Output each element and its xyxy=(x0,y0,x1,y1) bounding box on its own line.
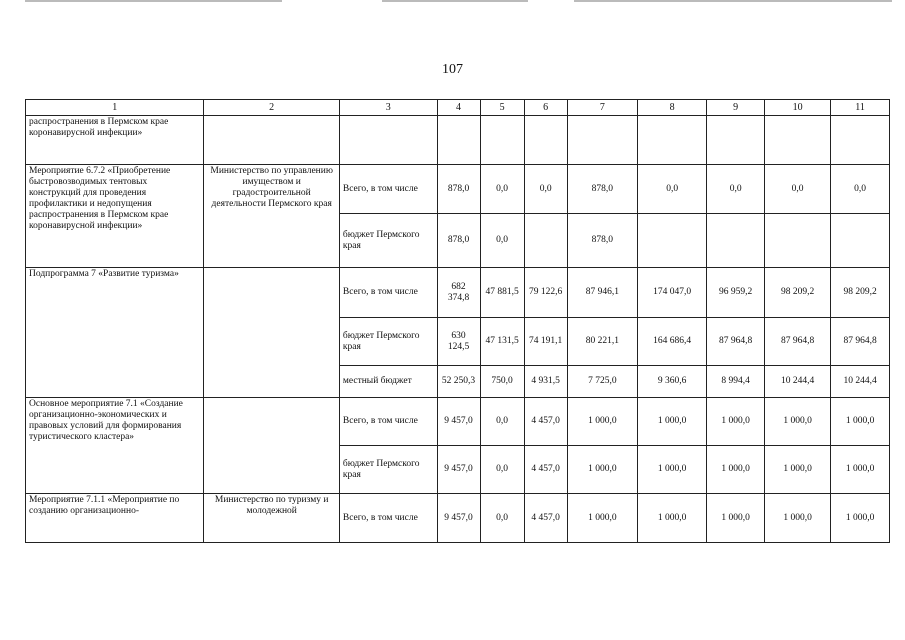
value-cell: 1 000,0 xyxy=(831,494,890,543)
value-cell xyxy=(831,116,890,165)
value-cell: 0,0 xyxy=(480,165,524,214)
funding-source-cell: Всего, в том числе xyxy=(339,494,437,543)
value-cell: 7 725,0 xyxy=(567,366,637,398)
value-cell: 878,0 xyxy=(437,214,480,268)
header-cell: 6 xyxy=(524,100,567,116)
value-cell: 87 964,8 xyxy=(707,318,765,366)
header-cell: 4 xyxy=(437,100,480,116)
value-cell: 0,0 xyxy=(480,494,524,543)
executor-cell xyxy=(204,116,339,165)
value-cell: 4 457,0 xyxy=(524,446,567,494)
value-cell: 682 374,8 xyxy=(437,268,480,318)
header-cell: 2 xyxy=(204,100,339,116)
value-cell: 4 931,5 xyxy=(524,366,567,398)
executor-cell xyxy=(204,268,339,398)
value-cell: 1 000,0 xyxy=(765,398,831,446)
value-cell xyxy=(524,214,567,268)
value-cell: 98 209,2 xyxy=(765,268,831,318)
value-cell: 9 457,0 xyxy=(437,446,480,494)
event-name-cell: Основное мероприятие 7.1 «Создание организационно-экономических и правовых условий для формирования туристического кластера» xyxy=(26,398,204,494)
executor-cell: Министерство по управлению имуществом и градостроительной деятельности Пермского края xyxy=(204,165,339,268)
value-cell: 630 124,5 xyxy=(437,318,480,366)
value-cell: 0,0 xyxy=(480,398,524,446)
value-cell: 750,0 xyxy=(480,366,524,398)
value-cell: 10 244,4 xyxy=(831,366,890,398)
value-cell: 1 000,0 xyxy=(567,494,637,543)
value-cell: 1 000,0 xyxy=(637,398,706,446)
funding-source-cell: Всего, в том числе xyxy=(339,398,437,446)
value-cell: 878,0 xyxy=(437,165,480,214)
value-cell: 4 457,0 xyxy=(524,494,567,543)
value-cell: 1 000,0 xyxy=(707,494,765,543)
value-cell: 1 000,0 xyxy=(765,446,831,494)
value-cell: 1 000,0 xyxy=(637,494,706,543)
event-name-cell: Подпрограмма 7 «Развитие туризма» xyxy=(26,268,204,398)
value-cell: 9 457,0 xyxy=(437,494,480,543)
value-cell: 0,0 xyxy=(524,165,567,214)
value-cell xyxy=(637,116,706,165)
funding-source-cell: Всего, в том числе xyxy=(339,268,437,318)
top-rule-left xyxy=(25,0,282,2)
header-cell: 1 xyxy=(26,100,204,116)
value-cell xyxy=(480,116,524,165)
budget-table xyxy=(25,99,890,543)
value-cell: 87 964,8 xyxy=(831,318,890,366)
value-cell xyxy=(707,116,765,165)
funding-source-cell: местный бюджет xyxy=(339,366,437,398)
value-cell: 878,0 xyxy=(567,214,637,268)
value-cell: 174 047,0 xyxy=(637,268,706,318)
value-cell: 0,0 xyxy=(480,214,524,268)
value-cell xyxy=(524,116,567,165)
funding-source-cell xyxy=(339,116,437,165)
value-cell: 47 131,5 xyxy=(480,318,524,366)
header-cell: 3 xyxy=(339,100,437,116)
value-cell: 87 964,8 xyxy=(765,318,831,366)
top-rule-right xyxy=(574,0,892,2)
executor-cell xyxy=(204,398,339,494)
value-cell: 9 457,0 xyxy=(437,398,480,446)
value-cell: 0,0 xyxy=(707,165,765,214)
header-cell: 7 xyxy=(567,100,637,116)
value-cell: 87 946,1 xyxy=(567,268,637,318)
value-cell: 10 244,4 xyxy=(765,366,831,398)
value-cell: 1 000,0 xyxy=(567,398,637,446)
value-cell: 47 881,5 xyxy=(480,268,524,318)
value-cell xyxy=(707,214,765,268)
header-cell: 11 xyxy=(831,100,890,116)
header-row xyxy=(26,100,890,116)
funding-source-cell: бюджет Пермского края xyxy=(339,214,437,268)
header-cell: 9 xyxy=(707,100,765,116)
value-cell xyxy=(567,116,637,165)
value-cell: 1 000,0 xyxy=(567,446,637,494)
value-cell: 0,0 xyxy=(480,446,524,494)
value-cell: 74 191,1 xyxy=(524,318,567,366)
value-cell: 0,0 xyxy=(831,165,890,214)
value-cell: 1 000,0 xyxy=(831,398,890,446)
value-cell: 1 000,0 xyxy=(831,446,890,494)
value-cell: 52 250,3 xyxy=(437,366,480,398)
top-rule-middle xyxy=(382,0,528,2)
table-row xyxy=(26,494,890,543)
value-cell: 1 000,0 xyxy=(765,494,831,543)
table-row xyxy=(26,398,890,446)
table-row xyxy=(26,165,890,214)
value-cell: 164 686,4 xyxy=(637,318,706,366)
header-cell: 5 xyxy=(480,100,524,116)
value-cell: 0,0 xyxy=(637,165,706,214)
value-cell: 9 360,6 xyxy=(637,366,706,398)
table-row xyxy=(26,268,890,318)
table-row xyxy=(26,116,890,165)
value-cell: 96 959,2 xyxy=(707,268,765,318)
value-cell: 878,0 xyxy=(567,165,637,214)
event-name-cell: Мероприятие 7.1.1 «Мероприятие по созданию организационно- xyxy=(26,494,204,543)
executor-cell: Министерство по туризму и молодежной xyxy=(204,494,339,543)
value-cell: 79 122,6 xyxy=(524,268,567,318)
value-cell: 8 994,4 xyxy=(707,366,765,398)
value-cell: 1 000,0 xyxy=(707,398,765,446)
header-cell: 8 xyxy=(637,100,706,116)
page-number: 107 xyxy=(442,62,463,77)
value-cell: 1 000,0 xyxy=(707,446,765,494)
value-cell: 80 221,1 xyxy=(567,318,637,366)
event-name-cell: распространения в Пермском крае коронавирусной инфекции» xyxy=(26,116,204,165)
funding-source-cell: бюджет Пермского края xyxy=(339,446,437,494)
value-cell xyxy=(765,116,831,165)
header-cell: 10 xyxy=(765,100,831,116)
value-cell: 98 209,2 xyxy=(831,268,890,318)
value-cell: 0,0 xyxy=(765,165,831,214)
value-cell xyxy=(637,214,706,268)
value-cell: 4 457,0 xyxy=(524,398,567,446)
value-cell xyxy=(437,116,480,165)
value-cell xyxy=(765,214,831,268)
value-cell xyxy=(831,214,890,268)
funding-source-cell: Всего, в том числе xyxy=(339,165,437,214)
funding-source-cell: бюджет Пермского края xyxy=(339,318,437,366)
value-cell: 1 000,0 xyxy=(637,446,706,494)
event-name-cell: Мероприятие 6.7.2 «Приобретение быстровозводимых тентовых конструкций для проведения профилактики и недопущения распространения в Пермском крае коронавирусной инфекции» xyxy=(26,165,204,268)
